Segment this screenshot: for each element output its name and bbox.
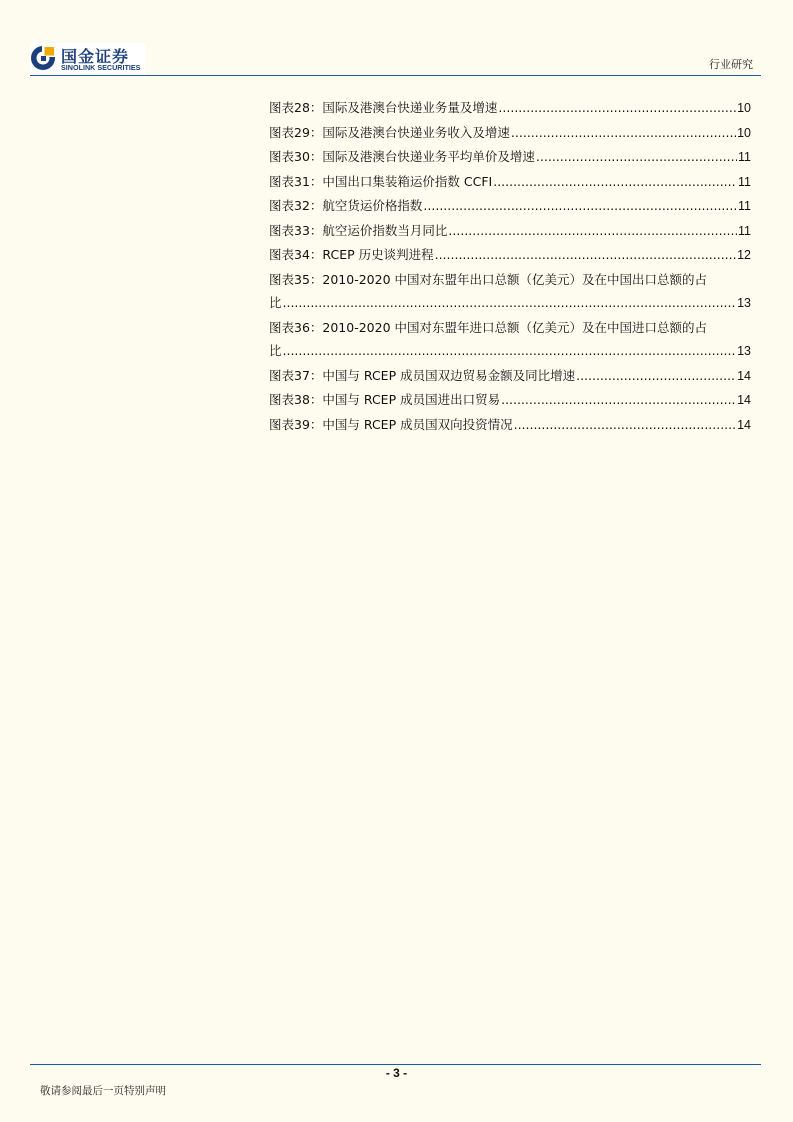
toc-entry-page: 14	[737, 368, 751, 383]
toc-entry-page: 11	[738, 174, 751, 189]
footer-divider	[30, 1064, 761, 1065]
toc-entry[interactable]	[269, 121, 751, 146]
dot-leader	[283, 339, 737, 363]
toc-entry-page: 13	[737, 296, 751, 310]
toc-entry-label-line1: 图表36：2010-2020 中国对东盟年进口总额（亿美元）及在中国进口总额的占	[269, 319, 708, 335]
logo-mark-icon	[30, 45, 56, 71]
toc-entry-label: 图表30：国际及港澳台快递业务平均单价及增速	[269, 149, 535, 164]
header-divider	[30, 75, 761, 76]
logo-english-name: SINOLINK SECURITIES	[61, 63, 141, 72]
toc-entry-label: 图表32：航空货运价格指数	[269, 198, 423, 213]
toc-entry-page: 13	[737, 344, 751, 358]
toc-entry[interactable]	[269, 388, 751, 413]
toc-entry-page: 14	[737, 393, 751, 407]
dot-leader	[493, 170, 737, 194]
toc-entry-page: 10	[737, 125, 751, 140]
dot-leader	[536, 145, 737, 169]
logo-chinese-name: 国金证券	[61, 47, 130, 66]
page-header	[0, 0, 793, 78]
toc-entry-label: 图表28：国际及港澳台快递业务量及增速	[269, 100, 498, 115]
toc-entry[interactable]	[269, 145, 751, 170]
toc-entry[interactable]	[269, 243, 751, 268]
toc-entry-label: 图表37：中国与 RCEP 成员国双边贸易金额及同比增速	[269, 367, 576, 383]
dot-leader	[423, 194, 737, 218]
dot-leader	[435, 243, 736, 267]
toc-entry-page: 11	[738, 150, 751, 164]
toc-entry-label: 图表33：航空运价指数当月同比	[269, 222, 448, 238]
toc-entry-label: 图表34：RCEP 历史谈判进程	[269, 247, 434, 262]
toc-entry-page: 14	[737, 417, 751, 432]
company-logo	[30, 43, 146, 75]
report-category: 行业研究	[709, 58, 753, 71]
toc-entry[interactable]	[269, 413, 751, 438]
dot-leader	[576, 364, 736, 388]
toc-entry-label: 图表39：中国与 RCEP 成员国双向投资情况	[269, 416, 513, 432]
toc-entry-page: 11	[738, 223, 751, 238]
toc-entry-page: 11	[738, 199, 751, 213]
disclaimer-note: 敬请参阅最后一页特别声明	[40, 1085, 166, 1097]
dot-leader	[448, 219, 737, 243]
dot-leader	[498, 96, 736, 120]
toc-entry-label: 比	[269, 295, 282, 310]
toc-entry[interactable]	[269, 170, 751, 195]
toc-entry-page: 12	[737, 248, 751, 262]
dot-leader	[511, 121, 736, 145]
toc-entry-label: 图表29：国际及港澳台快递业务收入及增速	[269, 124, 510, 140]
table-of-figures	[269, 96, 751, 437]
page-number: - 3 -	[385, 1066, 408, 1080]
dot-leader	[514, 413, 737, 437]
toc-entry[interactable]	[269, 268, 751, 316]
dot-leader	[283, 291, 737, 315]
toc-entry[interactable]	[269, 316, 751, 364]
toc-entry[interactable]	[269, 96, 751, 121]
toc-entry-label: 图表38：中国与 RCEP 成员国进出口贸易	[269, 392, 501, 407]
toc-entry-label: 图表31：中国出口集装箱运价指数 CCFI	[269, 173, 493, 189]
toc-entry[interactable]	[269, 364, 751, 389]
toc-entry-label-line1: 图表35：2010-2020 中国对东盟年出口总额（亿美元）及在中国出口总额的占	[269, 271, 708, 287]
toc-entry-page: 10	[737, 101, 751, 115]
toc-entry[interactable]	[269, 219, 751, 244]
toc-entry[interactable]	[269, 194, 751, 219]
dot-leader	[501, 388, 736, 412]
toc-entry-label: 比	[269, 343, 282, 358]
